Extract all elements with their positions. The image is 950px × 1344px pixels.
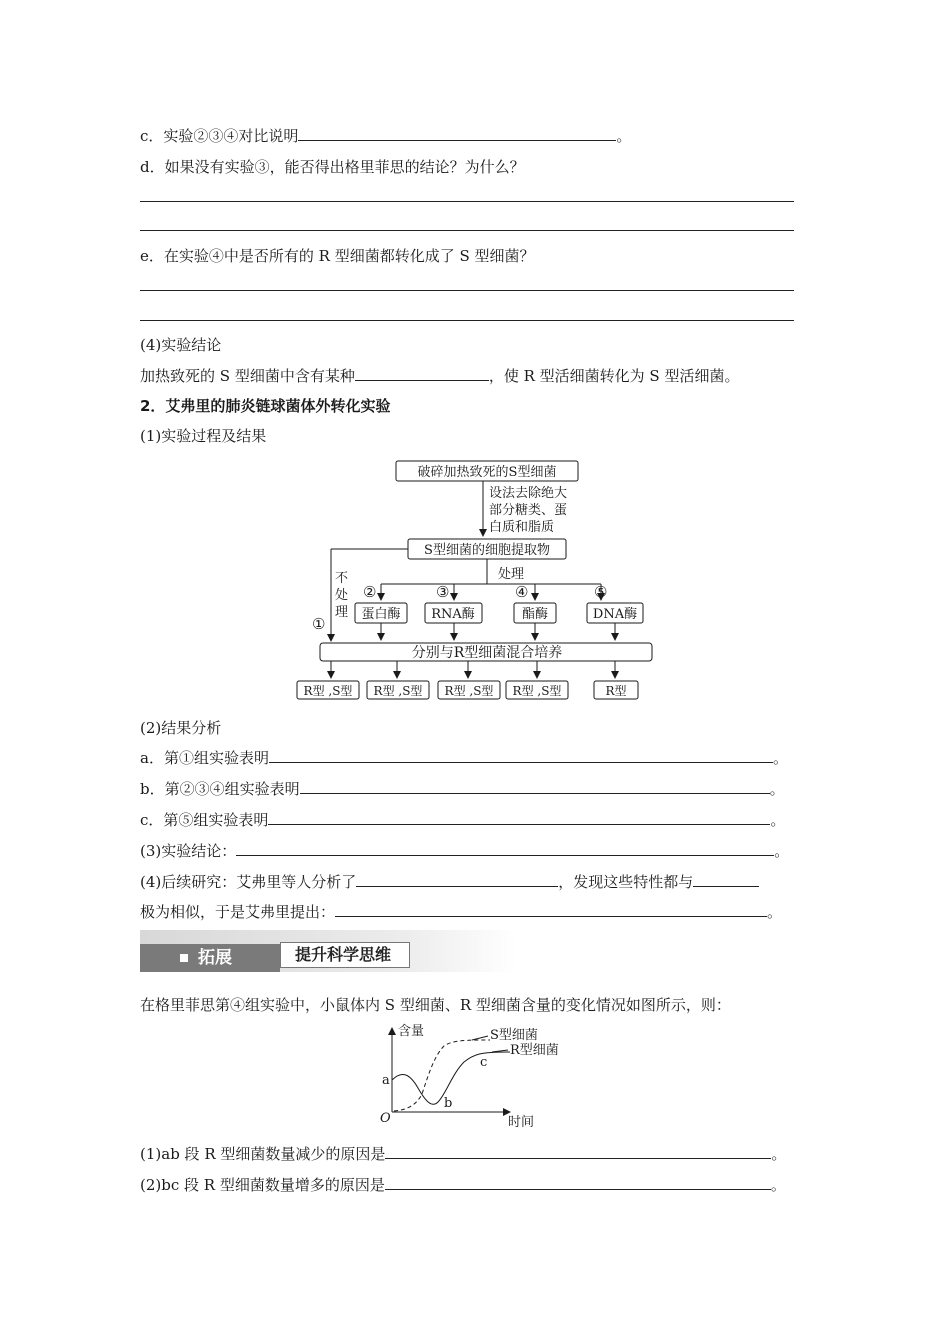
bacteria-curve-chart [360,1022,590,1134]
series-r-label: R型细菌 [510,1043,559,1058]
followup [140,872,759,892]
series-s-line [394,1040,490,1111]
period: 。 [767,903,783,921]
no-treat-char: 处 [335,588,349,603]
extension-q2 [140,1175,786,1195]
followup-text: (4)后续研究：艾弗里等人分析了 [140,873,357,891]
enzyme-label: RNA酶 [431,607,475,622]
extension-q1 [140,1144,786,1164]
x-axis-label: 时间 [508,1115,535,1130]
conclusion3 [140,841,789,861]
conclusion3-text: (3)实验结论： [140,842,237,860]
conclusion-prefix: 加热致死的 S 型细菌中含有某种 [140,367,355,385]
step-note-line: 部分糖类、蛋 [489,503,568,518]
group-number: ③ [436,583,450,601]
conclusion-heading: (4)实验结论 [140,336,222,354]
point-label-c: c [480,1055,488,1070]
banner-tab [280,942,410,968]
answer-blank[interactable] [236,841,774,856]
result-label: R型 ,S型 [512,684,562,698]
analysis-a [140,748,788,768]
point-label-a: a [382,1073,390,1088]
culture-box-label: 分别与R型细菌混合培养 [411,645,563,661]
group-number: ⑤ [594,583,608,601]
analysis-b [140,779,785,799]
followup-line2-text: 极为相似，于是艾弗里提出： [140,903,336,921]
result-label: R型 ,S型 [444,684,494,698]
answer-blank[interactable] [385,1144,771,1159]
group-number: ② [363,583,377,601]
s-leader-line [472,1036,488,1040]
question-d: d．如果没有实验③，能否得出格里菲思的结论？为什么？ [140,158,525,176]
result-label: R型 [605,684,627,698]
y-axis-label: 含量 [398,1024,425,1039]
banner-dark-bar [140,944,280,972]
period: 。 [772,749,788,767]
top-box-label: 破碎加热致死的S型细菌 [417,465,557,480]
extract-box-label: S型细菌的细胞提取物 [424,543,550,558]
period: 。 [770,1176,786,1194]
extension-intro: 在格里菲思第④组实验中，小鼠体内 S 型细菌、R 型细菌含量的变化情况如图所示，则： [140,996,731,1014]
step-note-line: 白质和脂质 [489,520,555,535]
answer-blank[interactable] [269,748,773,763]
answer-blank[interactable] [335,902,767,917]
followup-mid: ，发现这些特性都与 [558,873,694,891]
step-note-line: 设法去除绝大 [489,486,568,501]
banner-subtitle: 提升科学思维 [295,945,392,964]
question-c-text: c．实验②③④对比说明 [140,127,299,145]
point-label-b: b [444,1096,453,1111]
period: 。 [616,127,632,145]
answer-blank[interactable] [268,810,770,825]
origin-label: O [380,1111,391,1126]
enzyme-label: 蛋白酶 [361,607,401,622]
group-number: ① [312,615,326,633]
analysis-b-text: b．第②③④组实验表明 [140,780,300,798]
series-s-label: S型细菌 [490,1028,538,1043]
extension-banner [140,930,516,972]
no-treat-char: 理 [335,605,349,620]
analysis-a-text: a．第①组实验表明 [140,749,269,767]
conclusion-suffix: ，使 R 型活细菌转化为 S 型活细菌。 [488,367,740,385]
banner-label: 拓展 [198,948,232,968]
section-heading: 2．艾弗里的肺炎链球菌体外转化实验 [140,397,391,415]
answer-blank[interactable] [693,872,759,887]
group-number: ④ [515,583,529,601]
extension-q1-text: (1)ab 段 R 型细菌数量减少的原因是 [140,1145,386,1163]
answer-blank[interactable] [385,1175,771,1190]
followup-line2 [140,902,782,922]
answer-blank[interactable] [356,872,558,887]
no-treat-char: 不 [335,571,349,586]
period: 。 [774,842,790,860]
analysis-c-text: c．第⑤组实验表明 [140,811,269,829]
result-label: R型 ,S型 [303,684,353,698]
analysis-c [140,810,785,830]
process-heading: (1)实验过程及结果 [140,427,267,445]
extension-q2-text: (2)bc 段 R 型细菌数量增多的原因是 [140,1176,385,1194]
period: 。 [771,1145,787,1163]
square-bullet-icon [180,954,188,962]
enzyme-label: DNA酶 [592,607,638,622]
period: 。 [769,780,785,798]
question-e: e．在实验④中是否所有的 R 型细菌都转化成了 S 型细菌？ [140,247,535,265]
enzyme-label: 酯酶 [521,607,549,622]
answer-blank[interactable] [300,779,770,794]
result-label: R型 ,S型 [373,684,423,698]
treat-label: 处理 [498,567,525,582]
analysis-heading: (2)结果分析 [140,719,222,737]
period: 。 [770,811,786,829]
